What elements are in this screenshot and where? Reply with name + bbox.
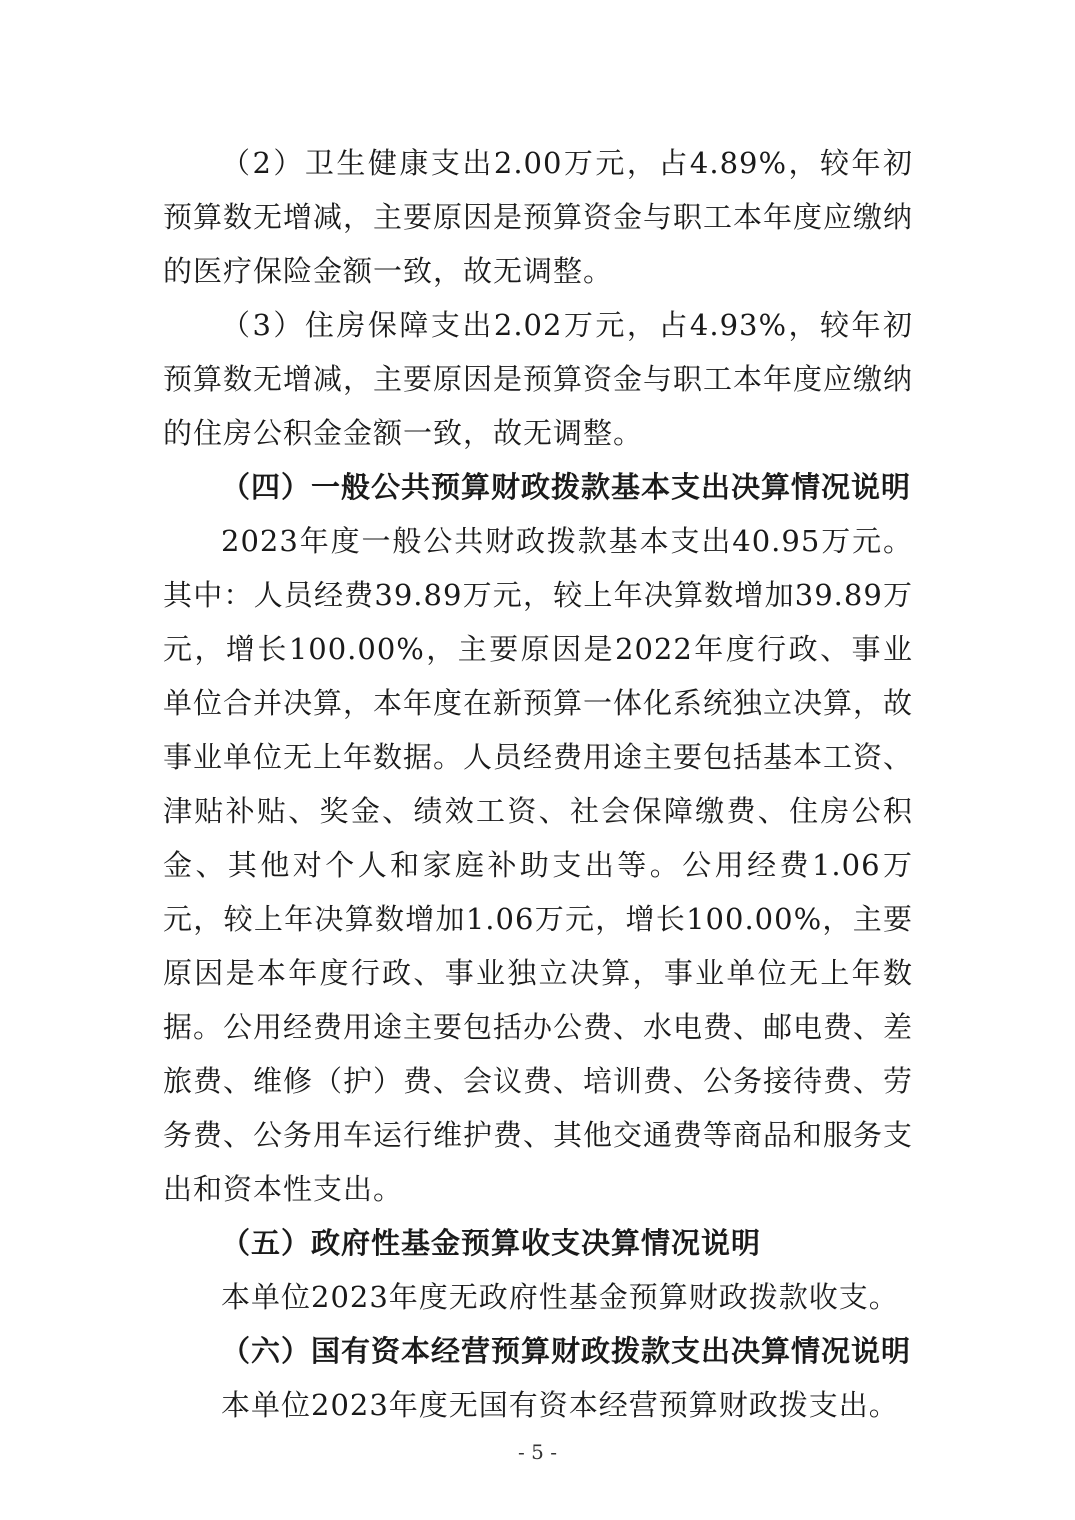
paragraph-housing-expenditure: （3）住房保障支出2.02万元，占4.93%，较年初预算数无增减，主要原因是预算资金与职工本年度应缴纳的住房公积金金额一致，故无调整。	[163, 308, 914, 450]
section-heading-basic-expenditure: （四）一般公共预算财政拨款基本支出决算情况说明	[221, 470, 912, 504]
paragraph-state-capital: 本单位2023年度无国有资本经营预算财政拨支出。	[221, 1388, 899, 1422]
paragraph-basic-expenditure: 2023年度一般公共财政拨款基本支出40.95万元。其中：人员经费39.89万元，较上年决算数增加39.89万元，增长100.00%，主要原因是2022年度行政、事业单位合并决算，本年度在新预算一体化系统独立决算，故事业单位无上年数据。人员经费用途主要包括基本工资、津贴补贴、奖金、绩效工资、社会保障缴费、住房公积金、其他对个人和家庭补助支出等。公用经费1.06万元，较上年决算数增加1.06万元，增长100.00%，主要原因是本年度行政、事业独立决算，事业单位无上年数据。公用经费用途主要包括办公费、水电费、邮电费、差旅费、维修（护）费、会议费、培训费、公务接待费、劳务费、公务用车运行维护费、其他交通费等商品和服务支出和资本性支出。	[163, 524, 914, 1206]
page-number: - 5 -	[518, 1440, 557, 1464]
section-heading-government-fund: （五）政府性基金预算收支决算情况说明	[221, 1226, 762, 1260]
document-body	[163, 136, 913, 1432]
paragraph-health-expenditure: （2）卫生健康支出2.00万元，占4.89%，较年初预算数无增减，主要原因是预算资金与职工本年度应缴纳的医疗保险金额一致，故无调整。	[163, 146, 914, 288]
paragraph-government-fund: 本单位2023年度无政府性基金预算财政拨款收支。	[221, 1280, 899, 1314]
section-heading-state-capital: （六）国有资本经营预算财政拨款支出决算情况说明	[221, 1334, 912, 1368]
